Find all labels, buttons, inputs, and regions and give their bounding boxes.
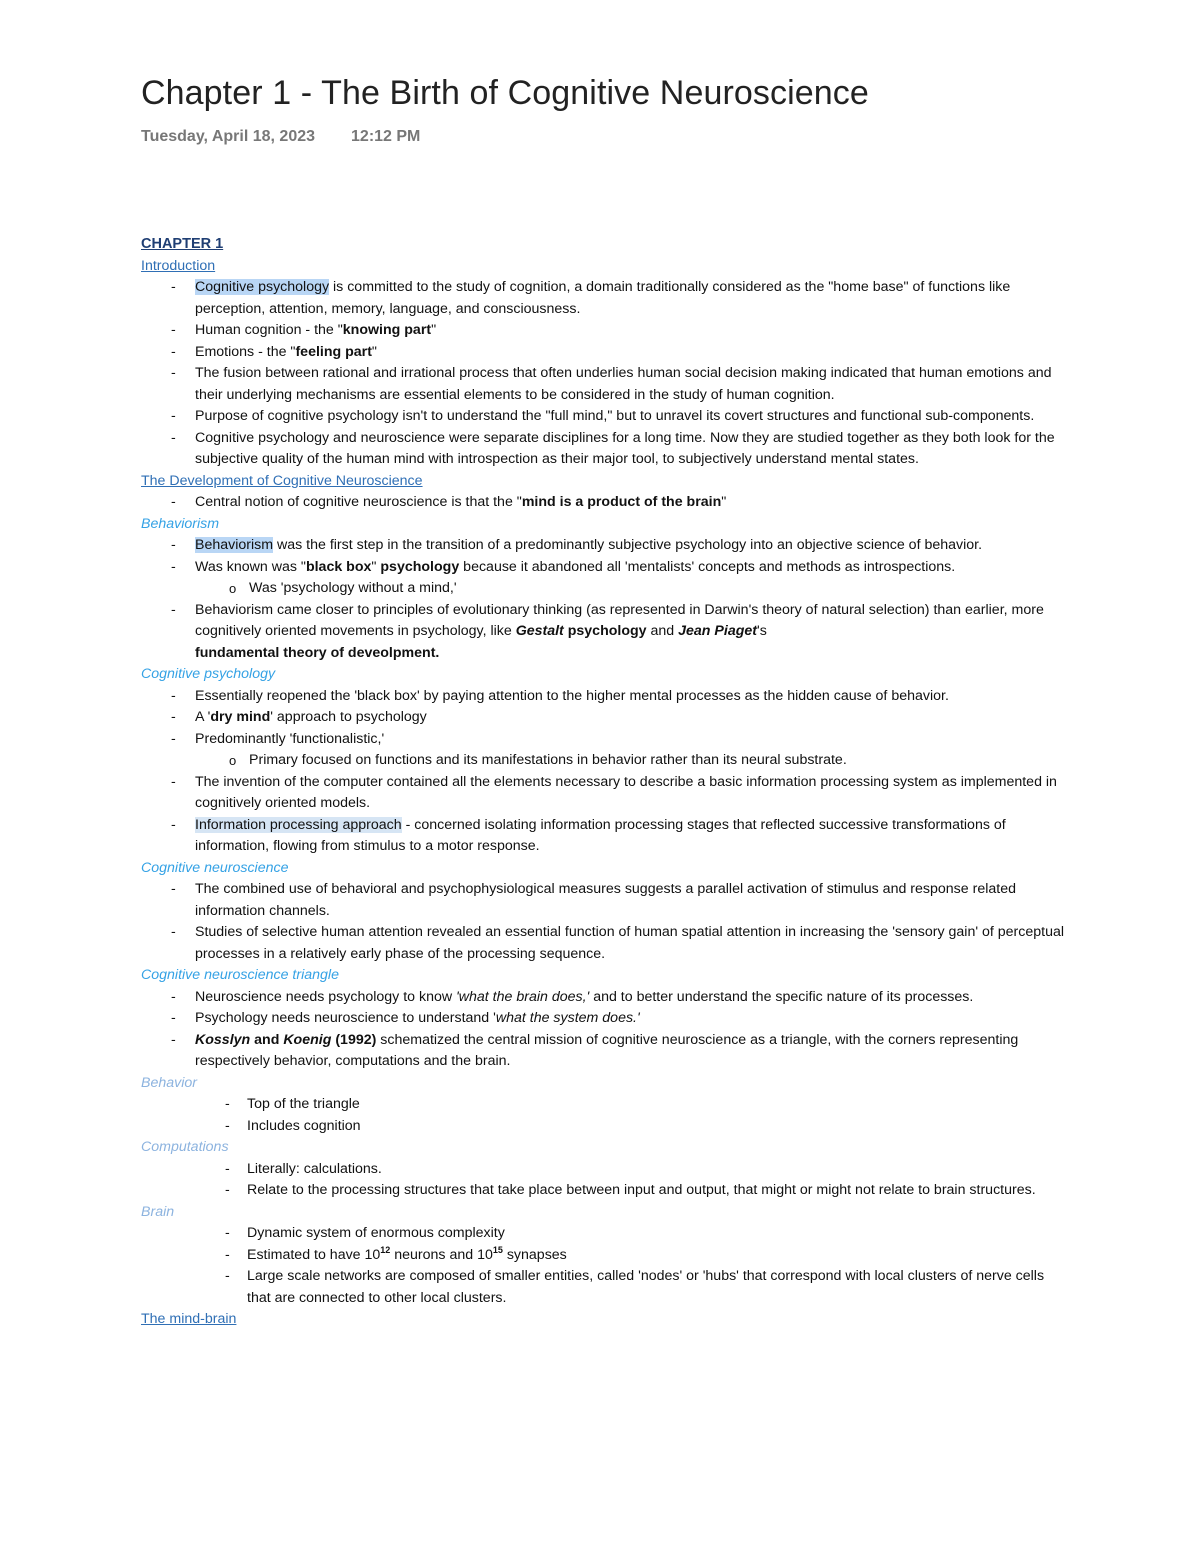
bold-text: and [250,1031,284,1048]
bold-italic-text: Jean Piaget [678,623,757,639]
list-item: - Dynamic system of enormous complexity [141,1223,1071,1245]
date-line [141,128,420,146]
list-item-text: " [371,343,377,360]
bold-text: psychology [380,558,460,575]
heading-brain: Brain [141,1203,175,1220]
list-item-text: Was known was " [195,558,306,575]
list-item-text: and [646,623,679,639]
list-item-text: Central notion of cognitive neuroscience is that the " [195,494,522,510]
list-item-text: Emotions - the " [195,343,296,360]
list-item [141,535,1071,557]
heading-computations: Computations [141,1139,229,1155]
bold-text: black box [305,558,372,575]
list-item: - Relate to the processing structures that take place between input and output, that might or might not relate to brain structures. [141,1180,1071,1202]
sub-list-item: o Was 'psychology without a mind,' [195,578,1071,600]
behavior-list [141,1094,1071,1137]
list-item-text: synapses [502,1246,567,1263]
list-item-text: Behaviorism came closer to principles of evolutionary thinking (as represented in Darwin's theory of natural selection) than earlier, more cognitively oriented movements in psychology, like [195,601,1044,639]
bold-text: fundamental theory of deveolpment. [195,644,440,661]
highlighted-term: Information processing approach [195,816,402,833]
list-item-text: neurons and 10 [390,1246,493,1263]
list-item: - The combined use of behavioral and psychophysiological measures suggests a parallel activation of stimulus and response related information channels. [141,879,1071,922]
cognitive-neuroscience-list [141,879,1071,965]
list-item [141,492,1071,514]
sub-list [195,578,1071,600]
list-item: - Studies of selective human attention revealed an essential function of human spatial attention in increasing the 'sensory gain' of perceptual processes in a relatively early phase of the processing sequence. [141,922,1071,965]
list-item [141,557,1071,600]
list-item-text: is committed to the study of cognition, a domain traditionally considered as the "home base" of functions like perception, attention, memory, language, and consciousness. [195,279,1011,317]
heading-triangle: Cognitive neuroscience triangle [141,967,339,983]
list-item-text: and to better understand the specific nature of its processes. [589,988,974,1005]
page-title: Chapter 1 - The Birth of Cognitive Neuroscience [141,74,869,112]
italic-text: what the system does.' [495,1010,640,1026]
list-item-text: " [371,558,381,575]
list-item: - Literally: calculations. [141,1159,1071,1181]
list-item-text: Estimated to have 10 [247,1246,381,1263]
list-item [141,1245,1071,1267]
list-item-text: because it abandoned all 'mentalists' concepts and methods as introspections. [459,558,956,575]
list-item-text: Cognitive psychology and neuroscience were separate disciplines for a long time. Now they are studied together as they both look for the subjective quality of the human mind with introspection as their major tool, to subjectively understand mental states. [195,429,1055,467]
bold-italic-text: Kosslyn [195,1031,251,1048]
list-item-text: Predominantly 'functionalistic,' [195,730,385,747]
bold-text: (1992) [331,1031,377,1048]
bold-text: psychology [563,623,647,639]
chapter-heading: CHAPTER 1 [141,236,224,252]
computations-list [141,1159,1071,1202]
list-item-text: - concerned isolating information processing stages that reflected successive transformations of information, flowing from stimulus to a motor response. [195,816,1006,854]
sub-list-item: o Primary focused on functions and its manifestations in behavior rather than its neural substrate. [195,750,1071,772]
list-item-text: Human cognition - the " [195,322,343,338]
list-item [141,1008,1071,1030]
heading-behaviorism: Behaviorism [141,515,220,532]
heading-cognitive-neuroscience: Cognitive neuroscience [141,859,289,876]
heading-introduction[interactable]: Introduction [141,257,216,274]
list-item: - Essentially reopened the 'black box' by paying attention to the higher mental processes as the hidden cause of behavior. [141,686,1071,708]
bold-italic-text: Gestalt [515,623,564,639]
brain-list [141,1223,1071,1309]
cognitive-psychology-list [141,686,1071,858]
behaviorism-list [141,535,1071,664]
list-item [141,277,1071,320]
list-item [141,406,1071,428]
list-item-text: " [431,322,437,338]
bold-italic-text: Koenig [283,1031,332,1048]
bold-text: mind is a product of the brain [521,494,722,510]
highlighted-term: Cognitive psychology [195,279,330,295]
exponent: 12 [380,1244,391,1255]
list-item [141,363,1071,406]
list-item: - Large scale networks are composed of smaller entities, called 'nodes' or 'hubs' that correspond with local clusters of nerve cells that are connected to other local clusters. [141,1266,1071,1309]
sub-list [195,750,1071,772]
list-item-text: 's [757,623,767,639]
list-item [141,729,1071,772]
list-item-text: The fusion between rational and irrational process that often underlies human social decision making indicated that human emotions and their underlying mechanisms are essential elements to be considered in the study of human cognition. [195,365,1052,403]
list-item [141,428,1071,471]
list-item-text: Neuroscience needs psychology to know [195,988,457,1005]
list-item-text: was the first step in the transition of a predominantly subjective psychology into an objective science of behavior. [273,537,983,553]
italic-text: 'what the brain does,' [456,988,590,1005]
list-item [141,815,1071,858]
note-date: Tuesday, April 18, 2023 [141,128,316,145]
exponent: 15 [492,1244,503,1255]
highlighted-term: Behaviorism [195,537,274,553]
bold-text: knowing part [342,322,432,338]
heading-cognitive-psychology: Cognitive psychology [141,666,276,682]
list-item [141,342,1071,364]
development-list [141,492,1071,514]
list-item-text: ' approach to psychology [270,709,427,725]
list-item-text: Psychology needs neuroscience to understand ' [195,1010,496,1026]
list-item-text: Purpose of cognitive psychology isn't to understand the "full mind," but to unravel its covert structures and functional sub-components. [195,408,1035,424]
bold-text: dry mind [210,709,271,725]
triangle-list [141,987,1071,1073]
list-item: - The invention of the computer contained all the elements necessary to describe a basic information processing system as implemented in cognitively oriented models. [141,772,1071,815]
list-item: - Includes cognition [141,1116,1071,1138]
note-body [141,234,1071,1331]
heading-mind-brain[interactable]: The mind-brain [141,1311,237,1327]
list-item [141,1030,1071,1073]
heading-behavior: Behavior [141,1074,197,1091]
list-item [141,707,1071,729]
list-item-text: A ' [195,709,211,725]
list-item-text: " [721,494,727,510]
list-item [141,987,1071,1009]
heading-development[interactable]: The Development of Cognitive Neuroscience [141,472,423,489]
list-item [141,320,1071,342]
note-time: 12:12 PM [351,128,421,145]
list-item: - Top of the triangle [141,1094,1071,1116]
list-item [141,600,1071,665]
list-item-text: schematized the central mission of cognitive neuroscience as a triangle, with the corners representing respectively behavior, computations and the brain. [195,1031,1019,1069]
bold-text: feeling part [295,343,372,360]
introduction-list [141,277,1071,471]
